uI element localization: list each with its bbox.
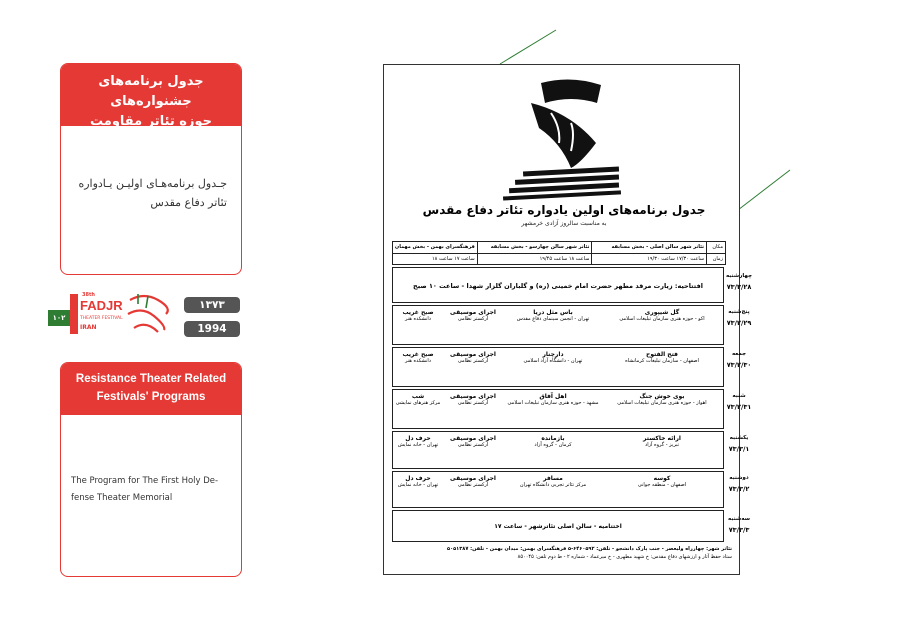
slot-main: بوی خوش جنگ اهواز - حوزه هنری سازمان تبلیغات اسلامی xyxy=(617,393,707,406)
day-label: دوشنبه ۷۳/۳/۲ xyxy=(728,475,750,493)
english-card-body xyxy=(71,473,231,507)
slot-chaharsoo: اهل آفاق مشهد - حوزه هنری سازمان تبلیغات اسلامی xyxy=(507,393,599,406)
logo-calligraphy-icon xyxy=(124,290,170,340)
slot-main: گل شیپوری اکو - حوزه هنری سازمان تبلیغات اسلامی xyxy=(619,309,705,322)
day-row-5 xyxy=(392,471,750,508)
slot-chaharsoo: مسافر مرکز تئاتر تجربی دانشگاه تهران xyxy=(519,475,587,488)
header-venue-main: تئاتر شهر سالن اصلی - بخش مسابقه xyxy=(591,242,706,253)
fajr-festival-logo xyxy=(48,288,168,344)
closing-text: اختتامیه - سالن اصلی تئاترشهر - ساعت ۱۷ xyxy=(494,523,622,530)
english-title-line1: Resistance Theater Related xyxy=(75,373,227,385)
persian-title-line2: حوزه تئاتر مقاومت xyxy=(90,114,212,129)
persian-info-card xyxy=(60,63,242,275)
opening-row xyxy=(392,267,753,303)
logo-edition: 38th xyxy=(82,292,95,298)
closing-day-label: سه‌شنبه ۷۳/۳/۳ xyxy=(728,516,750,534)
year-persian: ۱۳۷۳ xyxy=(184,297,240,313)
header-time-label: زمان xyxy=(706,254,725,265)
footer-headquarters: ستاد حفظ آثار و ارزشهای دفاع مقدس: خ شهید مطهری - خ میرعماد - شماره ۲ - ط دوم تلفن: ۸۵۰۰۴۵ xyxy=(517,554,732,560)
header-time-chaharsoo: ساعت ۱۸ ساعت ۱۹/۴۵ xyxy=(477,254,592,265)
slot-guest: حرف دل تهران - خانه نمایش xyxy=(397,475,439,488)
english-body-line1: The Program for The First Holy De- xyxy=(71,476,219,486)
logo-word-iran: IRAN xyxy=(80,324,97,331)
header-venue-bahman: فرهنگسرای بهمن - بخش مهمان xyxy=(394,244,475,250)
year-english: 1994 xyxy=(184,321,240,337)
day-row-1 xyxy=(392,305,752,345)
persian-body-line2: تئاتر دفاع مقدس xyxy=(150,196,227,209)
slot-chaharsoo: دارچنار تهران - دانشگاه آزاد اسلامی xyxy=(523,351,583,364)
day-label: پنج‌شنبه ۷۳/۲/۲۹ xyxy=(726,309,752,327)
slot-chaharsoo: باس مثل دریا تهران - انجمن سینمای دفاع مقدس xyxy=(516,309,590,322)
logo-mark xyxy=(70,294,78,334)
slot-music: اجرای موسیقی ارکستر نظامی xyxy=(450,351,496,364)
schedule-header xyxy=(392,241,726,265)
page-number-badge: ۱۰۲ xyxy=(48,310,70,326)
day-row-4 xyxy=(392,431,750,469)
slot-music: اجرای موسیقی ارکستر نظامی xyxy=(450,309,496,322)
header-place-label: مکان xyxy=(706,242,725,253)
slot-chaharsoo: بازمانده کرمان - گروه آزاد xyxy=(534,435,572,448)
slot-main: ارائه خاکستر تبریز - گروه آزاد xyxy=(643,435,681,448)
english-body-line2: fense Theater Memorial xyxy=(71,493,173,503)
header-venue-chaharsoo: تئاتر شهر سالن چهارسو - بخش مسابقه xyxy=(477,242,592,253)
opening-text: افتتاحیه: زیارت مرقد مطهر حضرت امام خمینی (ره) و گلباران گلزار شهدا - ساعت ۱۰ صبح xyxy=(413,282,703,290)
logo-word-fadjr: FADJR xyxy=(80,298,123,313)
slot-guest: صبح غریب دانشکده هنر xyxy=(402,309,434,322)
slot-music: اجرای موسیقی ارکستر نظامی xyxy=(450,393,496,406)
slot-guest: شب مرکز هنرهای نمایشی xyxy=(395,393,441,406)
opening-day-label: چهارشنبه ۷۳/۳/۲۸ xyxy=(725,273,753,291)
document-title: جدول برنامه‌های اولین یادواره تئاتر دفاع مقدس xyxy=(422,203,706,217)
day-label: یکشنبه ۷۳/۳/۱ xyxy=(728,435,750,453)
flag-emblem-icon xyxy=(501,73,631,201)
closing-row xyxy=(392,510,750,542)
day-label: شنبه ۷۳/۲/۳۱ xyxy=(726,393,752,411)
persian-card-body xyxy=(77,174,227,212)
persian-title-line1: جدول برنامه‌های جشنواره‌های xyxy=(98,74,204,109)
document-footer xyxy=(392,545,732,561)
slot-main: کوسه اصفهان - منطقه جوانی xyxy=(637,475,687,488)
header-time-main: ساعت ۱۷/۳۰ ساعت ۱۹/۳۰ xyxy=(591,254,706,265)
english-card-title xyxy=(61,363,241,415)
slot-guest: صبح غریب دانشکده هنر xyxy=(402,351,434,364)
logo-word-theater: THEATER FESTIVAL xyxy=(80,316,123,321)
english-title-line2: Festivals' Programs xyxy=(96,391,206,403)
header-time-bahman: ساعت ۱۷ ساعت ۱۸ xyxy=(431,256,475,262)
persian-card-title xyxy=(61,64,241,129)
slot-music: اجرای موسیقی ارکستر نظامی xyxy=(450,435,496,448)
program-document xyxy=(383,64,753,575)
persian-body-line1: جـدول برنامه‌هـای اولیـن یـادواره xyxy=(78,177,227,190)
day-row-3 xyxy=(392,389,752,429)
day-row-2 xyxy=(392,347,752,387)
slot-guest: حرف دل تهران - خانه نمایش xyxy=(397,435,439,448)
slot-music: اجرای موسیقی ارکستر نظامی xyxy=(450,475,496,488)
slot-main: فتح الفتوح اصفهان - سازمان تبلیغات کرمانشاه xyxy=(625,351,699,364)
day-label: جمعه ۷۳/۲/۳۰ xyxy=(726,351,752,369)
footer-addresses: تئاتر شهر: چهارراه ولیعصر - جنب پارک دانشجو - تلفن: ۶۴۶۰۵۹۲-۵ فرهنگسرای بهمن: میدان بهمن - تلفن: ۵۰۵۱۳۸۷ xyxy=(447,546,732,552)
document-subtitle: به مناسبت سالروز آزادی خرمشهر xyxy=(521,220,607,227)
english-info-card xyxy=(60,362,242,577)
